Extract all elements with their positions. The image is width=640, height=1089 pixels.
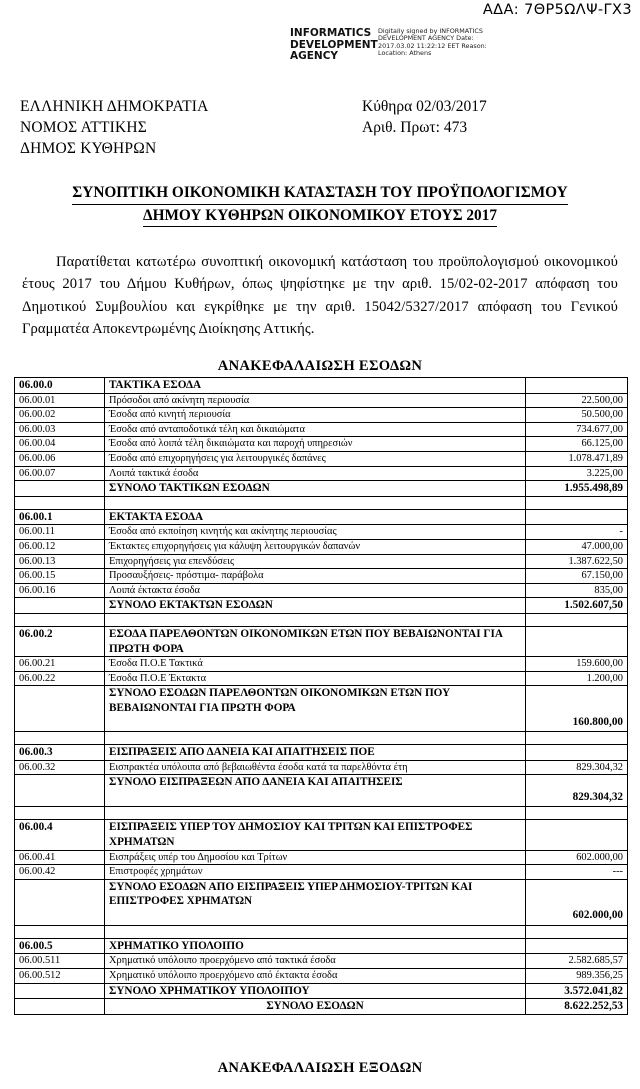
row-description [105,496,526,509]
table-row [15,422,628,437]
table-row-grand-total [15,999,628,1015]
row-amount: 1.955.498,89 [526,481,628,497]
table-row [15,554,628,569]
revenue-summary-heading: ΑΝΑΚΕΦΑΛΑΙΩΣΗ ΕΣΟΔΩΝ [217,358,423,374]
table-row [15,969,628,984]
row-code: 06.00.42 [15,865,105,880]
row-description: Έσοδα από λοιπά τέλη δικαιώματα και παροχή υπηρεσιών [105,437,526,452]
table-row-spacer [15,613,628,626]
row-description: Χρηματικό υπόλοιπο προερχόμενο από έκτακτα έσοδα [105,969,526,984]
row-amount: 829.304,32 [526,775,628,807]
row-amount [526,509,628,525]
table-row [15,865,628,880]
document-reference [330,96,640,159]
row-amount: - [526,525,628,540]
row-amount: 67.150,00 [526,569,628,584]
letterhead [0,96,640,159]
expenses-summary-heading: ΑΝΑΚΕΦΑΛΑΙΩΣΗ ΕΞΟΔΩΝ [217,1060,423,1076]
table-row [15,539,628,554]
table-row [15,671,628,686]
table-row [15,525,628,540]
row-amount [526,496,628,509]
row-code [15,481,105,497]
row-amount [526,745,628,761]
table-row-section-header [15,820,628,850]
row-amount: 989.356,25 [526,969,628,984]
row-code: 06.00.5 [15,938,105,954]
table-row [15,408,628,423]
row-code: 06.00.03 [15,422,105,437]
row-description: Λοιπά τακτικά έσοδα [105,466,526,481]
row-code: 06.00.41 [15,850,105,865]
row-amount: 835,00 [526,583,628,598]
row-description: Έσοδα από επιχορηγήσεις για λειτουργικές δαπάνες [105,451,526,466]
row-code: 06.00.2 [15,626,105,656]
row-description: ΕΙΣΠΡΑΞΕΙΣ ΥΠΕΡ ΤΟΥ ΔΗΜΟΣΙΟΥ ΚΑΙ ΤΡΙΤΩΝ ΚΑΙ ΕΠΙΣΤΡΟΦΕΣ ΧΡΗΜΑΤΩΝ [105,820,526,850]
row-amount: 1.387.622,50 [526,554,628,569]
row-amount: 3.225,00 [526,466,628,481]
table-row [15,760,628,775]
row-amount: 8.622.252,53 [526,999,628,1015]
table-row-total [15,983,628,999]
row-code: 06.00.22 [15,671,105,686]
row-description: ΕΚΤΑΚΤΑ ΕΣΟΔΑ [105,509,526,525]
row-amount: 602.000,00 [526,850,628,865]
row-description: Έσοδα από εκποίηση κινητής και ακίνητης περιουσίας [105,525,526,540]
table-row-section-header [15,378,628,394]
row-description: Έσοδα από κινητή περιουσία [105,408,526,423]
row-description [105,613,526,626]
row-code [15,496,105,509]
row-description: ΕΙΣΠΡΑΞΕΙΣ ΑΠΟ ΔΑΝΕΙΑ ΚΑΙ ΑΠΑΙΤΗΣΕΙΣ ΠΟΕ [105,745,526,761]
row-amount: 3.572.041,82 [526,983,628,999]
row-code [15,732,105,745]
row-description: ΧΡΗΜΑΤΙΚΟ ΥΠΟΛΟΙΠΟ [105,938,526,954]
row-amount [526,820,628,850]
row-description: ΣΥΝΟΛΟ ΕΣΟΔΩΝ ΑΠΟ ΕΙΣΠΡΑΞΕΙΣ ΥΠΕΡ ΔΗΜΟΣΙΟΥ-ΤΡΙΤΩΝ ΚΑΙ ΕΠΙΣΤΡΟΦΕΣ ΧΡΗΜΑΤΩΝ [105,879,526,925]
table-row-spacer [15,732,628,745]
row-code [15,686,105,732]
authority-line-2: ΝΟΜΟΣ ΑΤΤΙΚΗΣ [20,119,148,136]
row-description: Έσοδα Π.Ο.Ε Τακτικά [105,657,526,672]
row-amount [526,613,628,626]
row-code [15,598,105,614]
row-code: 06.00.32 [15,760,105,775]
issuing-authority [0,96,330,159]
authority-line-3: ΔΗΜΟΣ ΚΥΘΗΡΩΝ [20,140,157,157]
row-code [15,879,105,925]
digital-signature-stamp [290,28,498,63]
row-description: Επιχορηγήσεις για επενδύσεις [105,554,526,569]
page-title-line-1: ΣΥΝΟΠΤΙΚΗ ΟΙΚΟΝΟΜΙΚΗ ΚΑΤΑΣΤΑΣΗ ΤΟΥ ΠΡΟΫΠΟΛΟΓΙΣΜΟΥ [72,182,567,205]
table-row-spacer [15,807,628,820]
table-row-total [15,879,628,925]
row-code: 06.00.21 [15,657,105,672]
table-row-total [15,481,628,497]
signature-details: Digitally signed by INFORMATICS DEVELOPMENT AGENCY Date: 2017.03.02 11:22:12 EET Reason: Location: Athens [378,27,487,58]
row-code: 06.00.04 [15,437,105,452]
row-description [105,807,526,820]
table-row-spacer [15,496,628,509]
row-description [105,925,526,938]
row-description [105,732,526,745]
row-amount: 2.582.685,57 [526,954,628,969]
row-amount [526,807,628,820]
table-row-section-header [15,938,628,954]
row-amount: 1.502.607,50 [526,598,628,614]
row-description: Εισπρακτέα υπόλοιπα από βεβαιωθέντα έσοδα κατά τα παρελθόντα έτη [105,760,526,775]
row-code: 06.00.0 [15,378,105,394]
table-row [15,569,628,584]
row-amount: 22.500,00 [526,393,628,408]
row-description: ΣΥΝΟΛΟ ΕΣΟΔΩΝ ΠΑΡΕΛΘΟΝΤΩΝ ΟΙΚΟΝΟΜΙΚΩΝ ΕΤΩΝ ΠΟΥ ΒΕΒΑΙΩΝΟΝΤΑΙ ΓΙΑ ΠΡΩΤΗ ΦΟΡΑ [105,686,526,732]
row-description: ΣΥΝΟΛΟ ΧΡΗΜΑΤΙΚΟΥ ΥΠΟΛΟΙΠΟΥ [105,983,526,999]
row-code: 06.00.511 [15,954,105,969]
row-description: Πρόσοδοι από ακίνητη περιουσία [105,393,526,408]
table-row-total [15,598,628,614]
row-description: ΣΥΝΟΛΟ ΕΙΣΠΡΑΞΕΩΝ ΑΠΟ ΔΑΝΕΙΑ ΚΑΙ ΑΠΑΙΤΗΣΕΙΣ [105,775,526,807]
row-amount: 829.304,32 [526,760,628,775]
table-row [15,850,628,865]
table-row-spacer [15,925,628,938]
row-amount [526,378,628,394]
table-row [15,583,628,598]
row-code: 06.00.07 [15,466,105,481]
row-description: Εισπράξεις υπέρ του Δημοσίου και Τρίτων [105,850,526,865]
table-row-section-header [15,509,628,525]
protocol-number: Αριθ. Πρωτ: 473 [362,119,468,136]
row-amount: 734.677,00 [526,422,628,437]
revenue-table-container [14,377,627,1015]
row-description: ΣΥΝΟΛΟ ΤΑΚΤΙΚΩΝ ΕΣΟΔΩΝ [105,481,526,497]
table-row [15,393,628,408]
table-row-total [15,775,628,807]
row-code: 06.00.13 [15,554,105,569]
row-amount: 47.000,00 [526,539,628,554]
table-row-total [15,686,628,732]
row-code: 06.00.06 [15,451,105,466]
row-code [15,983,105,999]
row-code: 06.00.1 [15,509,105,525]
table-row-section-header [15,745,628,761]
page-title [0,182,640,227]
row-amount: 1.078.471,89 [526,451,628,466]
revenue-table [14,377,628,1015]
row-code: 06.00.02 [15,408,105,423]
signature-agency-name: INFORMATICS DEVELOPMENT AGENCY [290,27,378,62]
row-amount [526,938,628,954]
row-amount: --- [526,865,628,880]
row-amount: 602.000,00 [526,879,628,925]
row-description: Επιστροφές χρημάτων [105,865,526,880]
authority-line-1: ΕΛΛΗΝΙΚΗ ΔΗΜΟΚΡΑΤΙΑ [20,98,209,115]
row-description: Λοιπά έκτακτα έσοδα [105,583,526,598]
row-description: Έσοδα Π.Ο.Ε Έκτακτα [105,671,526,686]
row-code: 06.00.512 [15,969,105,984]
revenue-table-body [15,378,628,1015]
row-code: 06.00.16 [15,583,105,598]
row-amount [526,732,628,745]
row-amount: 1.200,00 [526,671,628,686]
row-code: 06.00.3 [15,745,105,761]
row-code: 06.00.12 [15,539,105,554]
row-code [15,925,105,938]
row-amount: 160.800,00 [526,686,628,732]
row-amount: 50.500,00 [526,408,628,423]
ada-code: ΑΔΑ: 7ΘΡ5ΩΛΨ-ΓΧ3 [482,2,632,18]
row-code [15,775,105,807]
row-code: 06.00.15 [15,569,105,584]
row-amount [526,925,628,938]
row-code: 06.00.4 [15,820,105,850]
table-row-section-header [15,626,628,656]
table-row [15,657,628,672]
table-row [15,451,628,466]
row-amount: 66.125,00 [526,437,628,452]
row-description: Έσοδα από ανταποδοτικά τέλη και δικαιώματα [105,422,526,437]
row-code [15,807,105,820]
row-code [15,613,105,626]
row-description: Προσαυξήσεις- πρόστιμα- παράβολα [105,569,526,584]
table-row [15,954,628,969]
table-row [15,437,628,452]
intro-paragraph: Παρατίθεται κατωτέρω συνοπτική οικονομική κατάσταση του προϋπολογισμού οικονομικού έτους 2017 του Δήμου Κυθήρων, όπως ψηφίστηκε με την αριθ. 15/02-02-2017 απόφαση του Δημοτικού Συμβουλίου και εγκρίθηκε με την αριθ. 15042/5327/2017 απόφαση του Γενικού Γραμματέα Αποκεντρωμένης Διοίκησης Αττικής. [22,253,618,338]
row-description: ΕΣΟΔΑ ΠΑΡΕΛΘΟΝΤΩΝ ΟΙΚΟΝΟΜΙΚΩΝ ΕΤΩΝ ΠΟΥ ΒΕΒΑΙΩΝΟΝΤΑΙ ΓΙΑ ΠΡΩΤΗ ΦΟΡΑ [105,626,526,656]
row-description: ΣΥΝΟΛΟ ΕΚΤΑΚΤΩΝ ΕΣΟΔΩΝ [105,598,526,614]
row-description: Έκτακτες επιχορηγήσεις για κάλυψη λειτουργικών δαπανών [105,539,526,554]
row-amount: 159.600,00 [526,657,628,672]
row-amount [526,626,628,656]
row-description: ΣΥΝΟΛΟ ΕΣΟΔΩΝ [105,999,526,1015]
page-title-line-2: ΔΗΜΟΥ ΚΥΘΗΡΩΝ ΟΙΚΟΝΟΜΙΚΟΥ ΕΤΟΥΣ 2017 [143,205,497,228]
row-code: 06.00.11 [15,525,105,540]
place-and-date: Κύθηρα 02/03/2017 [362,98,487,115]
row-code: 06.00.01 [15,393,105,408]
row-description: ΤΑΚΤΙΚΑ ΕΣΟΔΑ [105,378,526,394]
table-row [15,466,628,481]
row-code [15,999,105,1015]
row-description: Χρηματικό υπόλοιπο προερχόμενο από τακτικά έσοδα [105,954,526,969]
